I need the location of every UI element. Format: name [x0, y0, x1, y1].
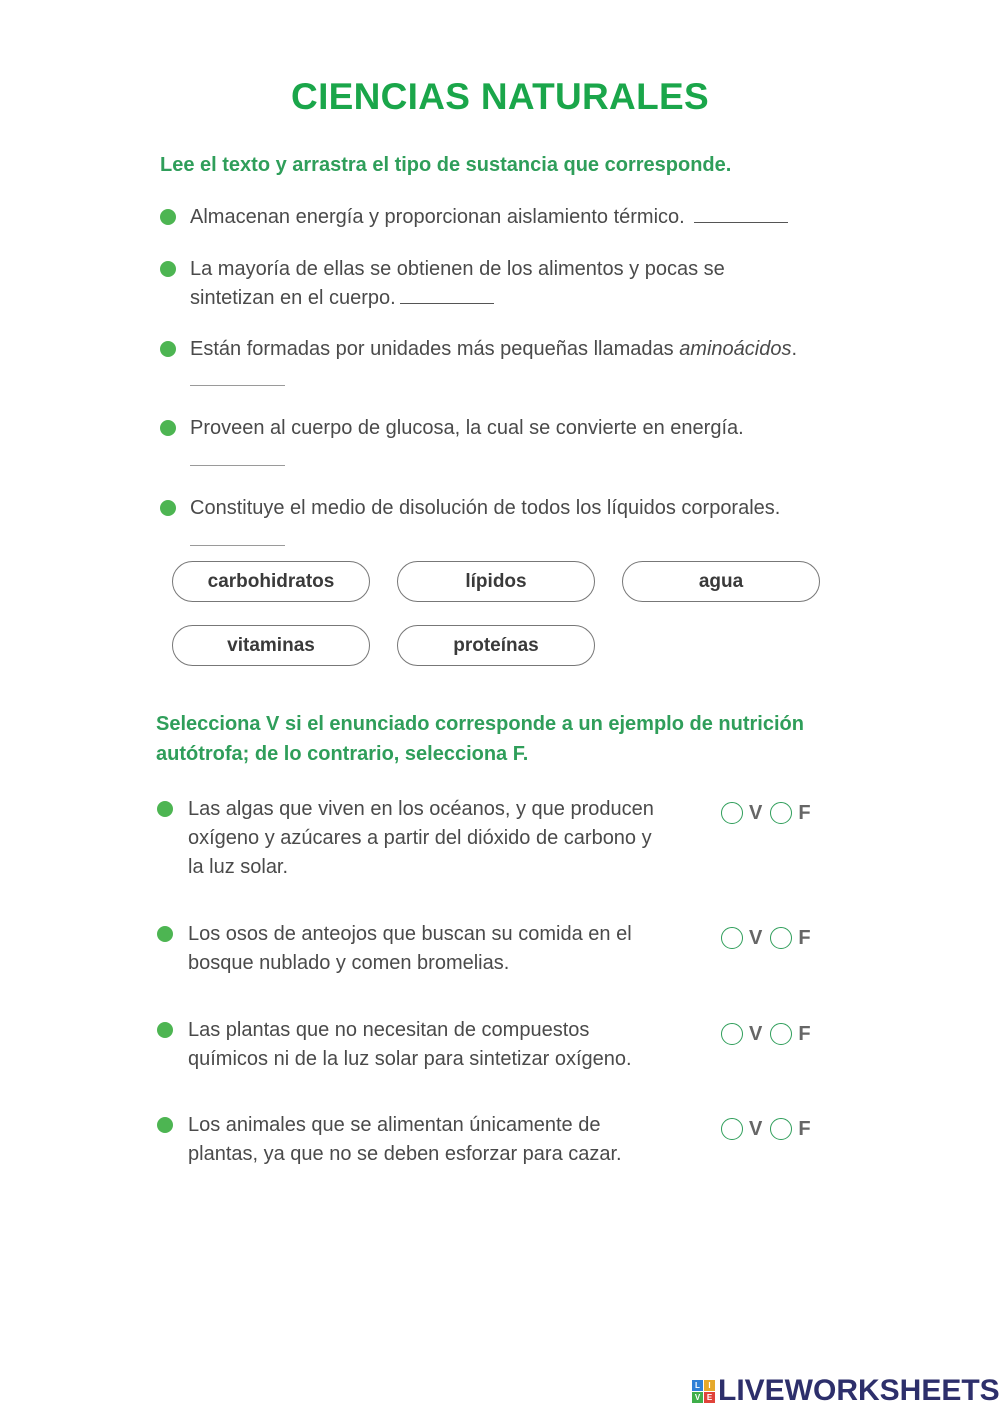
statement-line: oxígeno y azúcares a partir del dióxido de carbono y	[188, 827, 652, 849]
option-chip-agua[interactable]: agua	[622, 561, 820, 602]
statement-line: Las plantas que no necesitan de compuestos	[188, 1019, 590, 1041]
instruction-line: Selecciona V si el enunciado corresponde a un ejemplo de nutrición	[156, 713, 804, 735]
logo-letter: E	[704, 1392, 715, 1403]
statement-line: plantas, ya que no se deben esforzar para cazar.	[188, 1143, 622, 1165]
bullet-icon	[157, 1022, 173, 1038]
statement-line: Los osos de anteojos que buscan su comida en el	[188, 923, 632, 945]
true-radio[interactable]	[721, 927, 743, 949]
bullet-icon	[157, 801, 173, 817]
statement-period: .	[791, 338, 798, 360]
statement-1	[190, 203, 788, 232]
false-radio[interactable]	[770, 927, 792, 949]
logo-letter: I	[704, 1380, 715, 1391]
statement-text: Están formadas por unidades más pequeñas llamadas	[190, 338, 680, 360]
logo-letter: V	[692, 1392, 703, 1403]
true-label: V	[749, 801, 763, 824]
true-label: V	[749, 1022, 763, 1045]
bullet-icon	[160, 261, 176, 277]
tf-statement-4	[188, 1111, 622, 1169]
statement-3	[190, 335, 797, 364]
bullet-icon	[160, 209, 176, 225]
option-chip-carbohidratos[interactable]: carbohidratos	[172, 561, 370, 602]
bullet-icon	[157, 926, 173, 942]
instruction-line: autótrofa; de lo contrario, selecciona F.	[156, 743, 529, 765]
bullet-icon	[160, 341, 176, 357]
statement-line: la luz solar.	[188, 856, 289, 878]
bullet-icon	[160, 420, 176, 436]
true-label: V	[749, 926, 763, 949]
option-chip-lipidos[interactable]: lípidos	[397, 561, 595, 602]
tf-statement-1	[188, 795, 654, 882]
true-false-group-3	[721, 1021, 819, 1047]
answer-drop-zone-4[interactable]	[190, 465, 285, 466]
false-radio[interactable]	[770, 1023, 792, 1045]
statement-5: Constituye el medio de disolución de todos los líquidos corporales.	[190, 497, 781, 519]
statement-4: Proveen al cuerpo de glucosa, la cual se convierte en energía.	[190, 417, 744, 439]
false-radio[interactable]	[770, 802, 792, 824]
tf-statement-2	[188, 920, 632, 978]
bullet-icon	[157, 1117, 173, 1133]
false-label: F	[798, 801, 811, 824]
false-radio[interactable]	[770, 1118, 792, 1140]
section2-instruction	[156, 709, 876, 769]
section1-instruction: Lee el texto y arrastra el tipo de sustancia que corresponde.	[160, 154, 732, 176]
statement-line: bosque nublado y comen bromelias.	[188, 952, 510, 974]
statement-line: Los animales que se alimentan únicamente de	[188, 1114, 601, 1136]
true-radio[interactable]	[721, 1023, 743, 1045]
true-radio[interactable]	[721, 802, 743, 824]
true-false-group-1	[721, 800, 819, 826]
answer-drop-zone-3[interactable]	[190, 385, 285, 386]
liveworksheets-logo	[692, 1375, 1000, 1407]
option-chip-proteinas[interactable]: proteínas	[397, 625, 595, 666]
false-label: F	[798, 1117, 811, 1140]
statement-line: Las algas que viven en los océanos, y que producen	[188, 798, 654, 820]
logo-icon	[692, 1380, 715, 1403]
page-title: CIENCIAS NATURALES	[291, 76, 709, 117]
option-chip-vitaminas[interactable]: vitaminas	[172, 625, 370, 666]
answer-drop-zone-5[interactable]	[190, 545, 285, 546]
statement-line: sintetizan en el cuerpo.	[190, 287, 396, 309]
statement-line: químicos ni de la luz solar para sintetizar oxígeno.	[188, 1048, 632, 1070]
answer-drop-zone-1[interactable]	[694, 204, 788, 223]
true-false-group-4	[721, 1116, 819, 1142]
logo-letter: L	[692, 1380, 703, 1391]
true-false-group-2	[721, 925, 819, 951]
true-label: V	[749, 1117, 763, 1140]
answer-drop-zone-2[interactable]	[400, 285, 494, 304]
true-radio[interactable]	[721, 1118, 743, 1140]
tf-statement-3	[188, 1016, 632, 1074]
statement-emphasis: aminoácidos	[679, 338, 792, 360]
statement-line: La mayoría de ellas se obtienen de los alimentos y pocas se	[190, 258, 725, 280]
brand-name: LIVEWORKSHEETS	[718, 1374, 1000, 1407]
statement-2	[190, 255, 725, 313]
statement-text: Almacenan energía y proporcionan aislamiento térmico.	[190, 206, 685, 228]
bullet-icon	[160, 500, 176, 516]
false-label: F	[798, 1022, 811, 1045]
false-label: F	[798, 926, 811, 949]
